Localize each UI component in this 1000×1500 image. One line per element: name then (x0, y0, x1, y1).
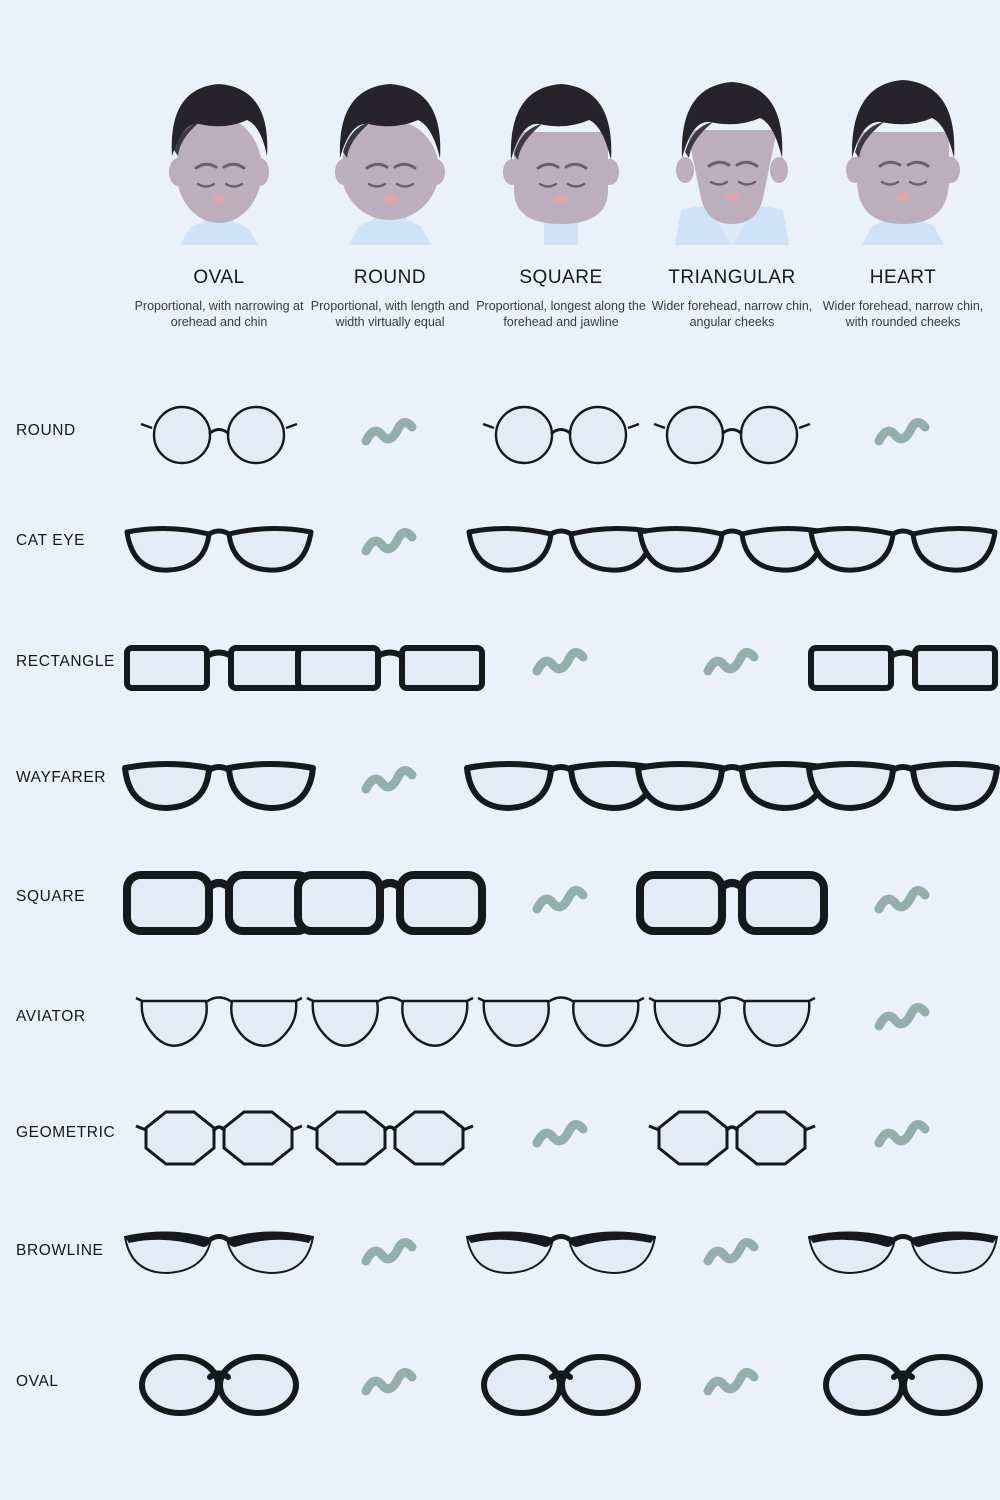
glasses-icon (803, 748, 1000, 818)
cell-rectangle-oval (132, 620, 306, 710)
cell-rectangle-triangular (645, 620, 819, 710)
cell-wayfarer-triangular (645, 738, 819, 828)
glasses-icon (134, 985, 304, 1055)
cell-round-round (303, 390, 477, 480)
glasses-icon (305, 1102, 475, 1172)
face-title-round: ROUND (353, 267, 427, 288)
glasses-icon (119, 1223, 319, 1287)
cell-geometric-square (474, 1092, 648, 1182)
face-column-oval (132, 60, 306, 330)
cell-browline-triangular (645, 1210, 819, 1300)
squiggle-icon (360, 1237, 420, 1273)
glasses-icon (632, 510, 832, 580)
glasses-icon (803, 630, 1000, 700)
face-column-round (303, 60, 477, 330)
glasses-icon (647, 1102, 817, 1172)
squiggle-icon (702, 1237, 762, 1273)
face-title-heart: HEART (869, 267, 937, 288)
cell-round-heart (816, 390, 990, 480)
cell-geometric-oval (132, 1092, 306, 1182)
glasses-icon (476, 985, 646, 1055)
cell-oval-oval (132, 1340, 306, 1430)
cell-aviator-oval (132, 975, 306, 1065)
cell-square-square (474, 858, 648, 948)
squiggle-icon (531, 1119, 591, 1155)
glasses-icon (119, 863, 319, 943)
row-label-cat-eye: CAT EYE (16, 532, 86, 549)
glasses-icon (803, 1223, 1000, 1287)
cell-rectangle-heart (816, 620, 990, 710)
cell-browline-round (303, 1210, 477, 1300)
cell-aviator-heart (816, 975, 990, 1065)
squiggle-icon (873, 1002, 933, 1038)
squiggle-icon (360, 417, 420, 453)
cell-wayfarer-round (303, 738, 477, 828)
cell-wayfarer-heart (816, 738, 990, 828)
squiggle-icon (360, 1367, 420, 1403)
face-column-heart (816, 60, 990, 330)
face-desc-round: Proportional, with length and width virtually equal (310, 299, 470, 329)
face-desc-heart: Wider forehead, narrow chin, with rounded cheeks (822, 299, 984, 329)
cell-geometric-heart (816, 1092, 990, 1182)
squiggle-icon (702, 1367, 762, 1403)
glasses-icon (290, 630, 490, 700)
cell-rectangle-square (474, 620, 648, 710)
cell-square-round (303, 858, 477, 948)
cell-rectangle-round (303, 620, 477, 710)
row-label-browline: BROWLINE (16, 1242, 104, 1259)
squiggle-icon (531, 885, 591, 921)
cell-browline-oval (132, 1210, 306, 1300)
cell-browline-heart (816, 1210, 990, 1300)
squiggle-icon (360, 527, 420, 563)
face-illustration-triangular (645, 60, 819, 245)
face-title-square: SQUARE (519, 267, 603, 288)
face-illustration-oval (132, 60, 306, 245)
cell-square-heart (816, 858, 990, 948)
cell-wayfarer-square (474, 738, 648, 828)
glasses-icon (632, 748, 832, 818)
face-shapes-header (0, 60, 1000, 360)
glasses-icon (119, 510, 319, 580)
glasses-icon (803, 510, 1000, 580)
row-label-round: ROUND (16, 422, 76, 439)
cell-aviator-round (303, 975, 477, 1065)
cell-geometric-triangular (645, 1092, 819, 1182)
cell-cat-eye-square (474, 500, 648, 590)
face-title-triangular: TRIANGULAR (668, 267, 796, 288)
glasses-icon (290, 863, 490, 943)
cell-square-triangular (645, 858, 819, 948)
face-desc-oval: Proportional, with narrowing at orehead and chin (134, 299, 304, 329)
glasses-icon (476, 1350, 646, 1420)
face-column-square (474, 60, 648, 330)
cell-oval-round (303, 1340, 477, 1430)
cell-wayfarer-oval (132, 738, 306, 828)
row-label-aviator: AVIATOR (16, 1008, 86, 1025)
squiggle-icon (531, 647, 591, 683)
cell-oval-square (474, 1340, 648, 1430)
glasses-icon (652, 400, 812, 470)
cell-round-oval (132, 390, 306, 480)
cell-square-oval (132, 858, 306, 948)
row-label-rectangle: RECTANGLE (16, 653, 115, 670)
squiggle-icon (873, 1119, 933, 1155)
glasses-icon (134, 1102, 304, 1172)
glasses-icon (305, 985, 475, 1055)
glasses-icon (481, 400, 641, 470)
squiggle-icon (873, 885, 933, 921)
row-label-wayfarer: WAYFARER (16, 769, 107, 786)
face-illustration-heart (816, 60, 990, 245)
cell-oval-triangular (645, 1340, 819, 1430)
cell-aviator-triangular (645, 975, 819, 1065)
cell-geometric-round (303, 1092, 477, 1182)
face-column-triangular (645, 60, 819, 330)
glasses-icon (647, 985, 817, 1055)
glasses-icon (134, 1350, 304, 1420)
cell-round-triangular (645, 390, 819, 480)
cell-oval-heart (816, 1340, 990, 1430)
row-label-geometric: GEOMETRIC (16, 1124, 116, 1141)
glasses-icon (119, 748, 319, 818)
glasses-icon (632, 863, 832, 943)
row-label-square: SQUARE (16, 888, 86, 905)
face-title-oval: OVAL (193, 267, 245, 288)
cell-cat-eye-round (303, 500, 477, 590)
row-label-oval: OVAL (16, 1373, 59, 1390)
cell-aviator-square (474, 975, 648, 1065)
cell-cat-eye-heart (816, 500, 990, 590)
face-illustration-round (303, 60, 477, 245)
cell-browline-square (474, 1210, 648, 1300)
squiggle-icon (702, 647, 762, 683)
glasses-icon (461, 510, 661, 580)
glasses-icon (119, 630, 319, 700)
face-desc-triangular: Wider forehead, narrow chin, angular cheeks (651, 299, 813, 329)
cell-cat-eye-triangular (645, 500, 819, 590)
cell-cat-eye-oval (132, 500, 306, 590)
glasses-icon (818, 1350, 988, 1420)
squiggle-icon (873, 417, 933, 453)
face-illustration-square (474, 60, 648, 245)
squiggle-icon (360, 765, 420, 801)
cell-round-square (474, 390, 648, 480)
glasses-icon (461, 748, 661, 818)
face-desc-square: Proportional, longest along the forehead and jawline (476, 299, 646, 329)
glasses-icon (139, 400, 299, 470)
glasses-icon (461, 1223, 661, 1287)
